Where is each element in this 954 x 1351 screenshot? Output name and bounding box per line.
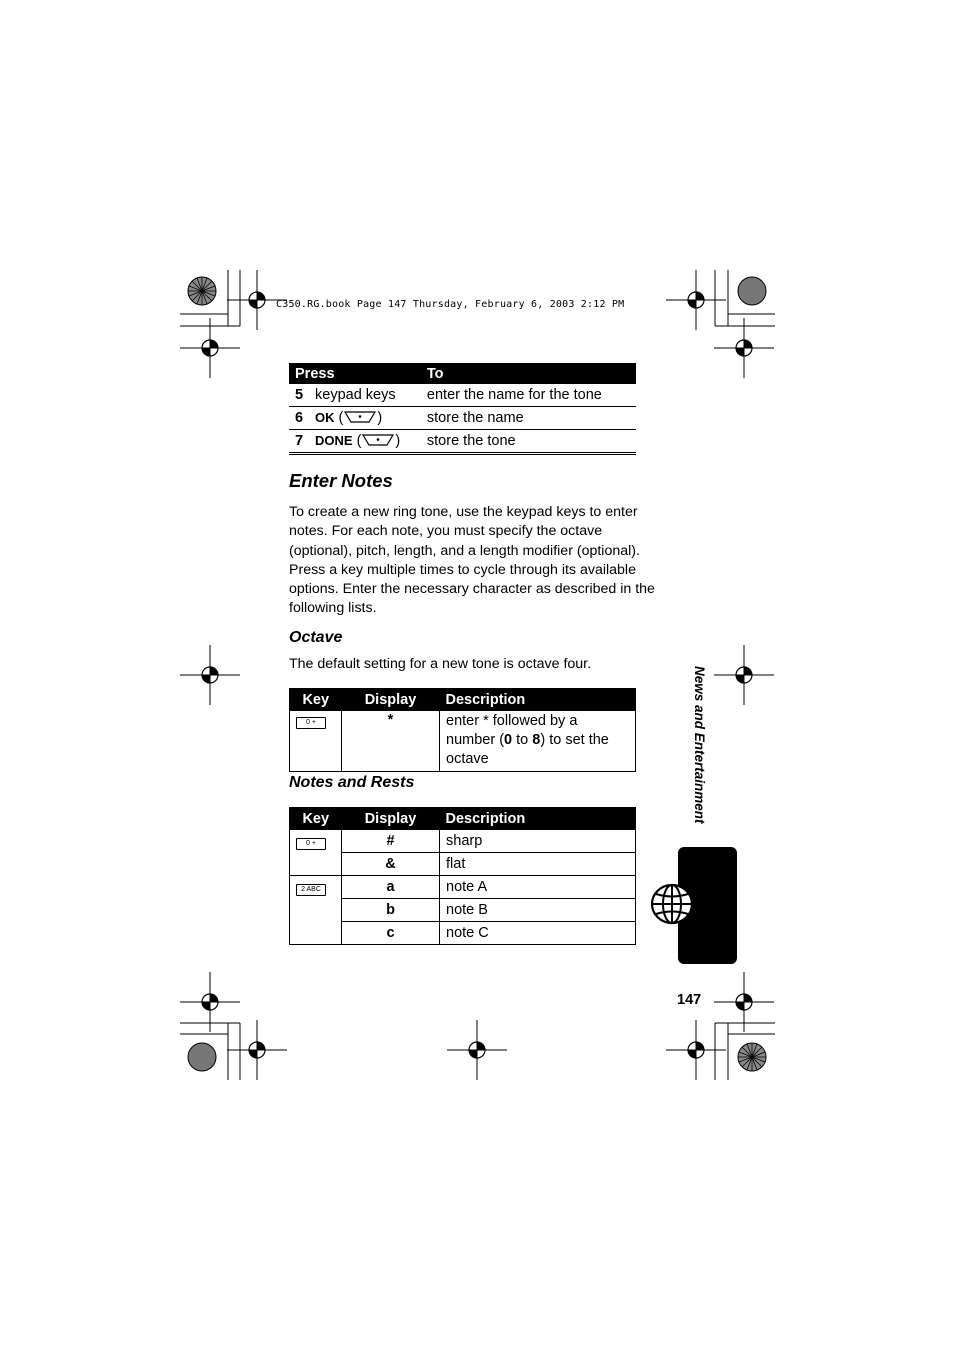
octave-table: [289, 688, 636, 772]
key-cell: [290, 830, 342, 876]
desc-text: ) to set the octave: [446, 732, 609, 767]
to-header: To: [421, 363, 636, 384]
description-cell: sharp: [440, 830, 636, 853]
press-header: Press: [289, 363, 421, 384]
table-row: [290, 922, 636, 945]
description-cell: flat: [440, 853, 636, 876]
table-row: [290, 711, 636, 772]
table-row: [289, 430, 636, 454]
description-cell: note A: [440, 876, 636, 899]
key-header: Key: [290, 808, 342, 830]
description-cell: note C: [440, 922, 636, 945]
notes-title: Notes and Rests: [289, 774, 415, 791]
desc-text: to: [512, 732, 533, 748]
table-header-row: [290, 689, 636, 711]
description-cell: note B: [440, 899, 636, 922]
table-row: [289, 407, 636, 430]
to-cell: enter the name for the tone: [421, 384, 636, 407]
key-header: Key: [290, 689, 342, 711]
description-header: Description: [440, 689, 636, 711]
two-key-icon: 2 ABC: [296, 884, 326, 896]
table-row: [290, 830, 636, 853]
done-key-label: DONE: [315, 433, 353, 448]
desc-bold: 8: [532, 732, 541, 748]
description-header: Description: [440, 808, 636, 830]
globe-icon: [650, 882, 696, 926]
key-cell: [290, 876, 342, 945]
press-cell: DONE ( ): [309, 430, 421, 454]
right-softkey-icon: [361, 433, 395, 447]
press-table: [289, 363, 636, 455]
zero-key-icon: 0 +: [296, 717, 326, 729]
to-cell: store the name: [421, 407, 636, 430]
key-cell: [290, 711, 342, 772]
step-number: 5: [289, 384, 309, 407]
description-cell: [440, 711, 636, 772]
to-cell: store the tone: [421, 430, 636, 454]
octave-title: Octave: [289, 629, 343, 646]
table-row: [290, 853, 636, 876]
print-header: C350.RG.book Page 147 Thursday, February 6, 2003 2:12 PM: [276, 299, 625, 310]
display-header: Display: [342, 808, 440, 830]
display-cell: c: [342, 922, 440, 945]
desc-text: enter * followed by a number (: [446, 713, 578, 748]
display-cell: b: [342, 899, 440, 922]
step-number: 7: [289, 430, 309, 454]
notes-table: [289, 807, 636, 945]
side-tab-title: News and Entertainment: [692, 666, 707, 824]
press-cell: keypad keys: [309, 384, 421, 407]
display-cell: *: [342, 711, 440, 772]
display-cell: #: [342, 830, 440, 853]
table-header-row: [290, 808, 636, 830]
display-cell: &: [342, 853, 440, 876]
table-row: [289, 384, 636, 407]
section-title: Enter Notes: [289, 470, 393, 491]
display-cell: a: [342, 876, 440, 899]
page-number: 147: [677, 992, 702, 1008]
intro-paragraph: To create a new ring tone, use the keypad keys to enter notes. For each note, you must specify the octave (optional), pitch, length, and a length modifier (optional). Press a key multiple times to cycle through its available options. Enter the necessary character as described in the following lists.: [289, 504, 655, 617]
ok-key-label: OK: [315, 410, 335, 425]
display-header: Display: [342, 689, 440, 711]
desc-bold: 0: [504, 732, 513, 748]
zero-key-icon: 0 +: [296, 838, 326, 850]
table-header-row: [289, 363, 636, 384]
step-number: 6: [289, 407, 309, 430]
left-softkey-icon: [343, 410, 377, 424]
table-row: [290, 876, 636, 899]
table-row: [290, 899, 636, 922]
octave-paragraph: The default setting for a new tone is octave four.: [289, 656, 592, 672]
press-cell: OK ( ): [309, 407, 421, 430]
